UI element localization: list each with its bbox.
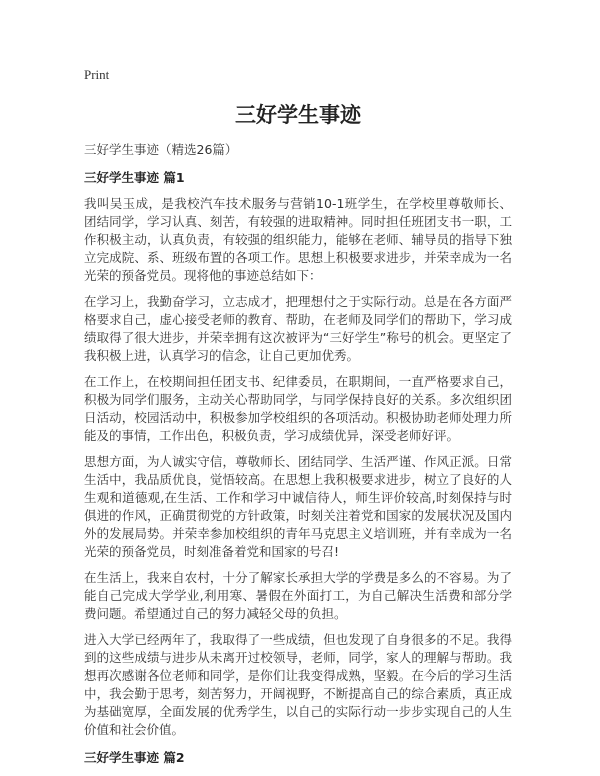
doc-subtitle: 三好学生事迹（精选26篇）	[84, 142, 238, 157]
paragraph-5: 在生活上，我来自农村，十分了解家长承担大学的学费是多么的不容易。为了能自己完成大学学业,利用寒、暑假在外面打工，为自己解决生活费和部分学费问题。希望通过自己的努力减轻父母的负担。	[84, 570, 512, 621]
paragraph-6: 进入大学已经两年了，我取得了一些成绩，但也发现了自身很多的不足。我得到的这些成绩与进步从未离开过校领导，老师，同学，家人的理解与帮助。我想再次感谢各位老师和同学，是你们让我变得成熟，坚毅。在今后的学习生活中，我会勤于思考，刻苦努力，开阔视野，不断提高自己的综合素质，真正成为基础宽厚，全面发展的优秀学生，以自己的实际行动一步步实现自己的人生价值和社会价值。	[84, 632, 512, 737]
page-title: 三好学生事迹	[235, 103, 361, 127]
paragraph-3: 在工作上，在校期间担任团支书、纪律委员，在职期间，一直严格要求自己，积极为同学们服务，主动关心帮助同学，与同学保持良好的关系。多次组织团日活动，校园活动中，积极参加学校组织的各项活动。积极协助老师处理力所能及的事情，工作出色，积极负责，学习成绩优异，深受老师好评。	[84, 374, 512, 443]
paragraph-2: 在学习上，我勤奋学习，立志成才，把理想付之于实际行动。总是在各方面严格要求自己，虚心接受老师的教育、帮助，在老师及同学们的帮助下，学习成绩取得了很大进步，并荣幸拥有这次被评为“三好学生”称号的机会。更坚定了我积极上进，认真学习的信念，让自己更加优秀。	[84, 294, 512, 363]
paragraph-1: 我叫吴玉成，是我校汽车技术服务与营销10-1班学生，在学校里尊敬师长、团结同学，学习认真、刻苦，有较强的进取精神。同时担任班团支书一职，工作积极主动，认真负责，有较强的组织能力，能够在老师、辅导员的指导下独立完成院、系、班级布置的各项工作。思想上积极要求进步，并荣幸成为一名光荣的预备党员。现将他的事迹总结如下：	[84, 196, 512, 283]
paragraph-4: 思想方面，为人诚实守信，尊敬师长、团结同学、生活严谨、作风正派。日常生活中，我品质优良，觉悟较高。在思想上我积极要求进步，树立了良好的人生观和道德观,在生活、工作和学习中诚信待人，师生评价较高,时刻保持与时俱进的作风，正确贯彻党的方针政策，时刻关注着党和国家的发展状况及国内外的发展局势。并荣幸参加校组织的青年马克思主义培训班，并有幸成为一名光荣的预备党员，时刻准备着党和国家的号召!	[84, 454, 512, 559]
print-button[interactable]: Print	[84, 67, 110, 82]
section-1-heading: 三好学生事迹 篇1	[84, 170, 185, 185]
section-2-heading: 三好学生事迹 篇2	[84, 750, 185, 765]
